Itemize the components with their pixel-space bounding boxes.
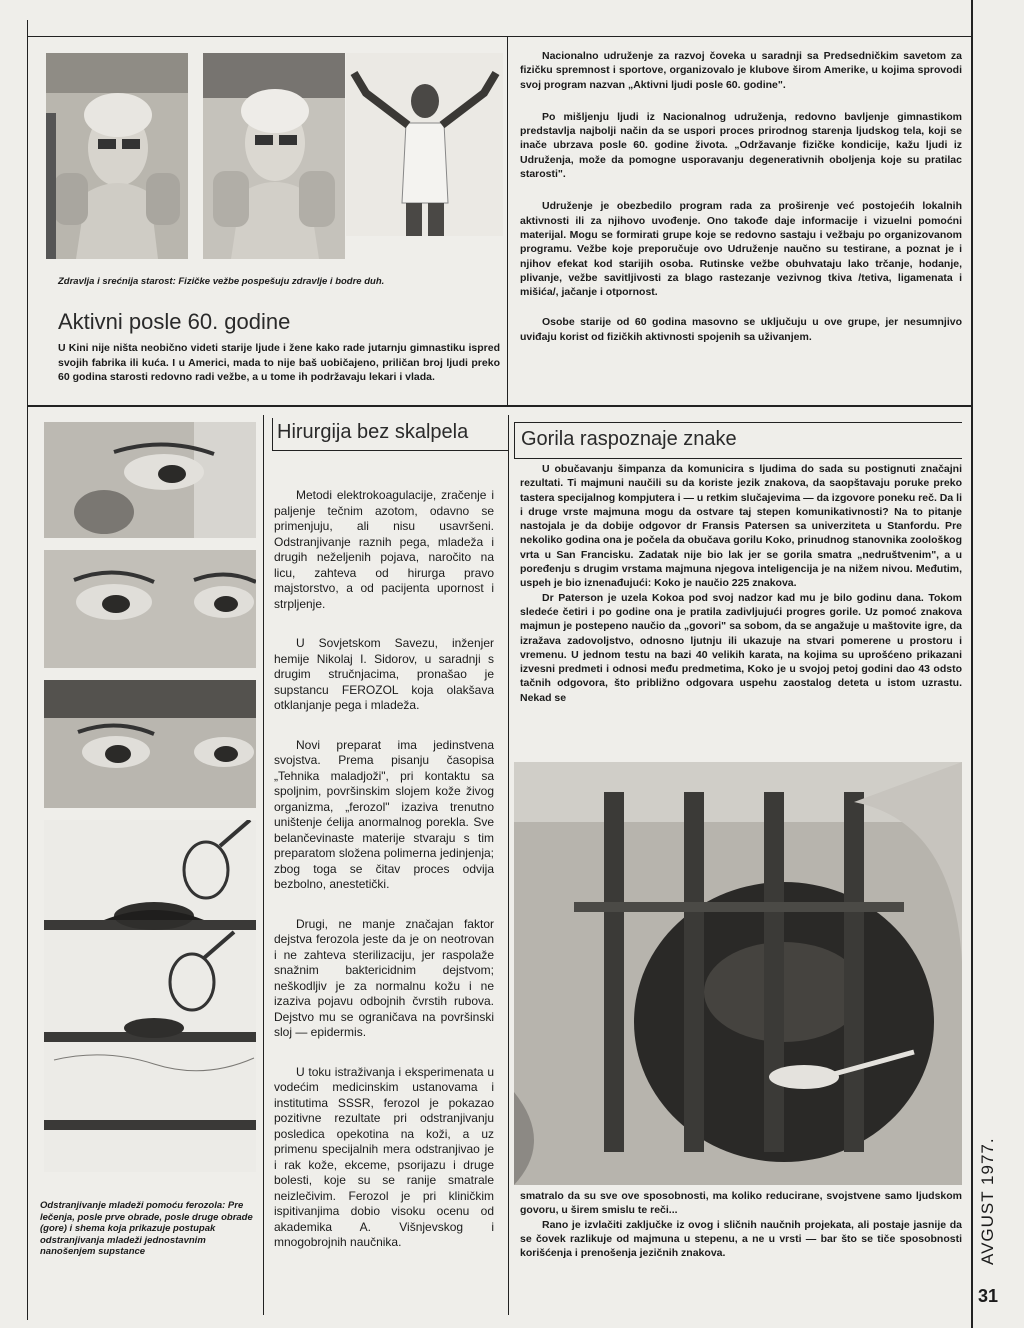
paragraph: Rano je izvlačiti zaključke iz ovog i sličnih naučnih projekata, ali postaje jasnije da se čovek razlikuje od majmuna u stepenu, a ne u vrsti — bar što se tiče sposobnosti korišćenja i prenošenja jezičnih znakova. [520,1218,962,1260]
top-column-divider [507,37,508,405]
top-border [28,36,971,37]
article-body-gorila-continued [520,1189,962,1260]
article-lead-aktivni: U Kini nije ništa neobično videti starije ljude i žene kako rade jutarnju gimnastiku ispred svojih fabrika ili kuća. I u Americi, mada to nije baš uobičajeno, priličan broj ljudi preko 60 godina starosti redovno radi vežbe, a u tome ih podržavaju lekari i vlada. [58,342,500,383]
article-title-hirurgija: Hirurgija bez skalpela [272,418,508,451]
photo-woman-exercise-1 [46,53,188,259]
caption-ferozol-images: Odstranjivanje mladeži pomoću ferozola: Pre lečenja, posle prve obrade, posle druge obrade (gore) i shema koja prikazuje postupak odstranjivanja mladeži jednostavnim nanošenjem supstance [40,1200,253,1258]
paragraph: Po mišljenju ljudi iz Nacionalnog udruženja, redovno bavljenje gimnastikom predstavlja najbolji način da se uspori proces prirodnog starenja ljudskog tela, koji se inače ubrzava posle 60. godine života. „Održavanje fizičke kondicije, kažu ljudi iz Udruženja, može da pomogne usporavanju degenerativnih oboljenja koje su pratilac starosti". [520,110,962,181]
paragraph: smatralo da su sve ove sposobnosti, ma koliko reducirane, svojstvene samo ljudskom govoru, u širem smislu te reči... [520,1190,962,1217]
photo-woman-exercise-2 [203,53,345,259]
left-column-divider [263,415,264,1315]
paragraph: Udruženje je obezbedilo program rada za proširenje već postojećih lokalnih aktivnosti ili za njihovo uvođenje. Ono takođe daje informacije i vizuelni pomoćni materijal. Mogu se formirati grupe koje se redovno sastaju i vežbaju po organizovanom programu. Vežbe koje preporučuje ovo Udruženje naučno su testirane, a poznat je i njihov efekat kod starijih osoba. Rutinske vežbe obuhvataju lako trčanje, hodanje, plivanje, vežbe savitljivosti za blago rastezanje vezivnog tkiva /tetiva, ligamenata i mišića/, jačanje i otpornost. [520,200,962,299]
paragraph: U Sovjetskom Savezu, inženjer hemije Nikolaj I. Sidorov, u saradnji s drugim stručnjacima, pronašao je supstancu FEROZOL koja olakšava otklanjanje pega i mladeža. [274,636,494,712]
article-body-hirurgija [274,488,494,1263]
article-title-gorila: Gorila raspoznaje znake [514,422,962,459]
article-title-aktivni: Aktivni posle 60. godine [58,309,291,334]
photo-face-before-treatment [44,422,256,538]
paragraph: Novi preparat ima jedinstvena svojstva. Prema pisanju časopisa „Tehnika maladjoži", pri kontaktu sa spoljnim, površinskim slojem kože živog organizma, „ferozol" izaziva trenutno uništenje ćelija anormalnog porekla. Sve belančevinaste materije stvaraju s tim preparatom složena polimerna jedinjenja; zbog toga se čitav proces odvija bezbolno, anestetički. [274,737,494,891]
page-number: 31 [978,1286,999,1306]
photo-face-after-second-treatment [44,680,256,808]
paragraph: Metodi elektrokoagulacije, zračenje i paljenje tečnim azotom, odavno se primenjuju, ali nisu usavršeni. Odstranjivanje raznih pega, mladeža i drugih neželjenih pojava, naročito na licu, zahteva od hirurga pravo majstorstvo, a od pacijenta upornost i strpljenje. [274,488,494,611]
top-section-divider [28,405,971,407]
paragraph: Nacionalno udruženje za razvoj čoveka u saradnji sa Predsedničkim savetom za fizičku spremnost i sportove, organizovalo je klubove širom Amerike, u kojima sprovodi svoj program nazvan „Aktivni ljudi posle 60. godine". [520,50,962,91]
middle-column-divider [508,415,509,1315]
paragraph: Osobe starije od 60 godina masovno se uključuju u ove grupe, jer nesumnjivo uviđaju korist od fizičkih aktivnosti spojenih sa uživanjem. [520,316,962,343]
paragraph: U obučavanju šimpanza da komunicira s ljudima do sada su postignuti značajni rezultati. Ti majmuni naučili su da koriste jezik znakova, da saopštavaju poruke preko tastera specijalnog kompjutera i — u retkim slučajevima — da izgovore poneku reč. Da li i drugе vrste majmuna mogu da ostvare taj stepen komunikativnosti? Na to pitanje nastojala je da dobije odgovor dr Fransis Patersen sa univerziteta u Stanfordu. Pre nekoliko godina ona je počela da obučava gorilu Koko, prinudnog stanovnika zoološkog vrta u San Francisku. Zadatak nije bio lak jer se gorila smatra „nedruštvenim", a u poređenju s drugim vrstama majmuna njegova inteligencija je na nižem nivou. Međutim, uspeh je bio iznenađujući: Koko je naučio 225 znakova. [520,463,962,590]
paragraph: Drugi, ne manje značajan faktor dejstva ferozola jeste da je on neotrovan i ne zahteva sterilizaciju, jer raspolaže snažnim baktericidnim dejstvom; neškodljiv je za normalnu kožu i ne izaziva pojavu odbojnih čvrstih rubova. Dejstvo mu se ograničava na površinski sloj — epidermis. [274,916,494,1039]
right-border [971,0,973,1328]
paragraph: Dr Paterson je uzela Kokoa pod svoj nadzor kad mu je bilo godinu dana. Tokom sledeće četiri i po godine ona je pratila zadivljujući progres gorile. Uz pomoć znakova majmun je postepeno naučio da „govori" sa sobom, da se angažuje u maštovite igre, da izražava zadovoljstvo, odnosno ljutnju ili ukazuje na stvari pomerene u prostoru i vremenu. U jednom testu na bazi 40 velikih karata, na kojima su uprošćeno prikazani izvesni predmeti i odnosi među predmetima, Koko je u svojoj petoj godini dao 43 odsto tačnih odgovora, što približno odgovara uspehu zaostalog deteta u istom uzrastu. Nekad se [520,591,962,704]
photo-man-arms-raised [346,53,503,236]
photo-caption-top: Zdravlja i srećnija starost: Fizičke vežbe pospešuju zdravlje i bodre duh. [58,276,385,287]
diagram-mole-removal [44,820,256,1172]
article-body-gorila [520,462,962,705]
left-border [27,20,28,1320]
photo-gorilla-koko [514,762,962,1185]
paragraph: U toku istraživanja i eksperimenata u vodećim medicinskim ustanovama i institutima SSSR, ferozol je pokazao pozitivne rezultate pri odstranjivanju posledica opekotina na koži, a uz primenu specijalnih mera odstranjivao je i rak kože, ekceme, psorijazu i druge bolesti, koje su se ranije smatrale neizlečivim. Ferozol je pri kliničkim ispitivanjima dobio visoku ocenu od akademika A. Višnjevskog i mnogobrojnih naučnika. [274,1064,494,1249]
photo-face-after-first-treatment [44,550,256,668]
article-body-aktivni [520,49,962,356]
issue-date: AVGUST 1977. [978,1137,997,1265]
